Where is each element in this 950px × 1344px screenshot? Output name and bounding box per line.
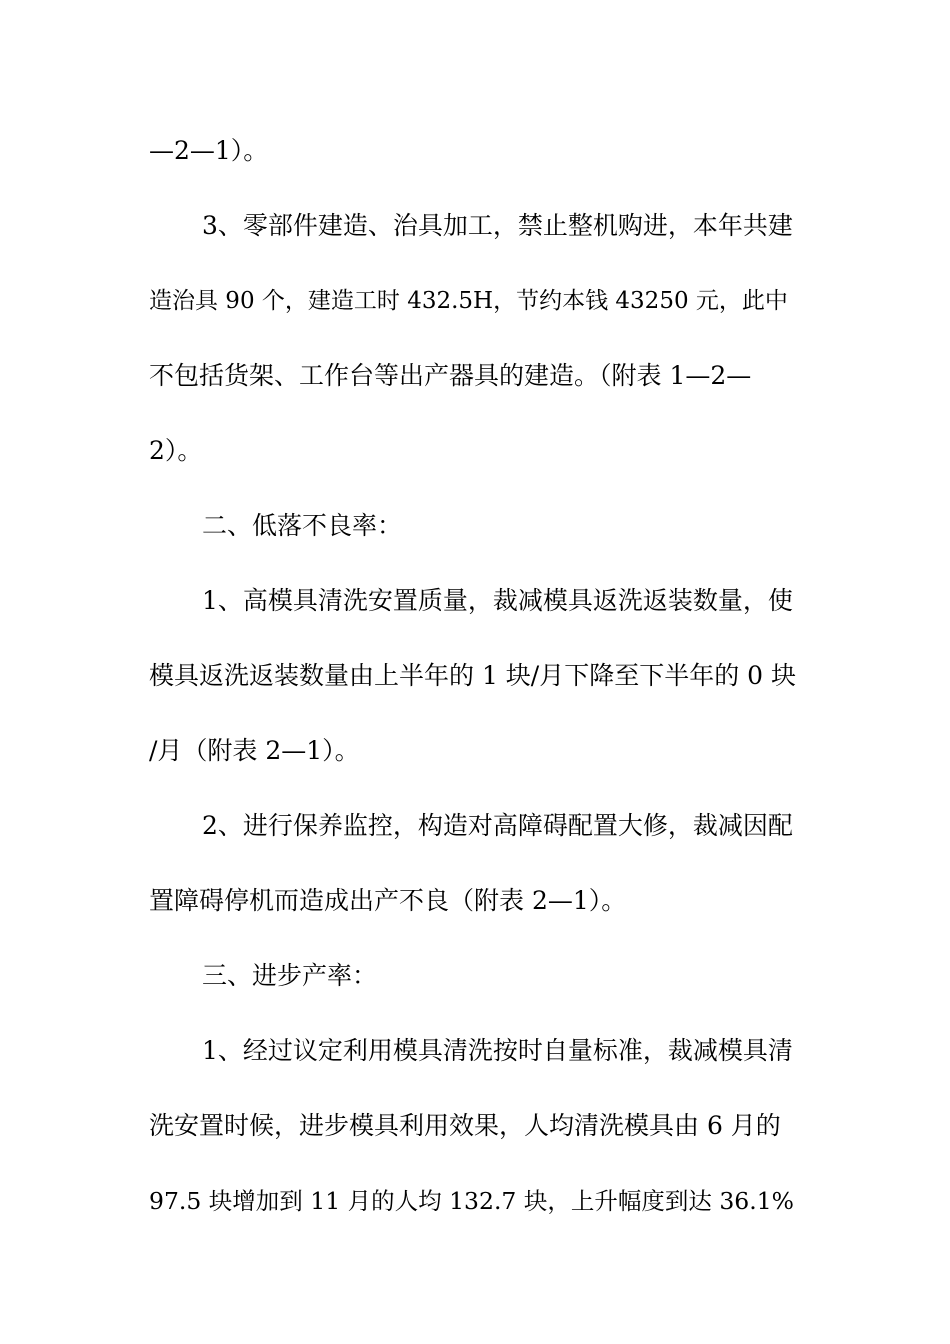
text-line-8: 模具返洗返装数量由上半年的 1 块/月下降至下半年的 0 块 <box>149 661 797 690</box>
text-line-5: 2）。 <box>149 436 203 465</box>
text-line-15: 97.5 块增加到 11 月的人均 132.7 块，上升幅度到达 36.1% <box>149 1187 794 1215</box>
section-heading-3: 三、进步产率： <box>202 961 378 990</box>
text-line-9: /月（附表 2—1）。 <box>149 736 360 765</box>
text-line-7: 1、高模具清洗安置质量，裁减模具返洗返装数量，使 <box>202 586 793 615</box>
text-line-10: 2、进行保养监控，构造对高障碍配置大修，裁减因配 <box>202 811 793 840</box>
text-line-14: 洗安置时候，进步模具利用效果，人均清洗模具由 6 月的 <box>149 1111 781 1140</box>
text-line-2: 3、零部件建造、治具加工，禁止整机购进，本年共建 <box>202 211 793 240</box>
text-line-13: 1、经过议定利用模具清洗按时自量标准，裁减模具清 <box>202 1036 793 1065</box>
text-line-1: —2—1）。 <box>149 136 269 165</box>
text-line-4: 不包括货架、工作台等出产器具的建造。（附表 1—2— <box>149 361 752 390</box>
section-heading-2: 二、低落不良率： <box>202 511 403 540</box>
text-line-3: 造治具 90 个，建造工时 432.5H，节约本钱 43250 元，此中 <box>149 288 788 314</box>
text-line-11: 置障碍停机而造成出产不良（附表 2—1）。 <box>149 886 627 915</box>
